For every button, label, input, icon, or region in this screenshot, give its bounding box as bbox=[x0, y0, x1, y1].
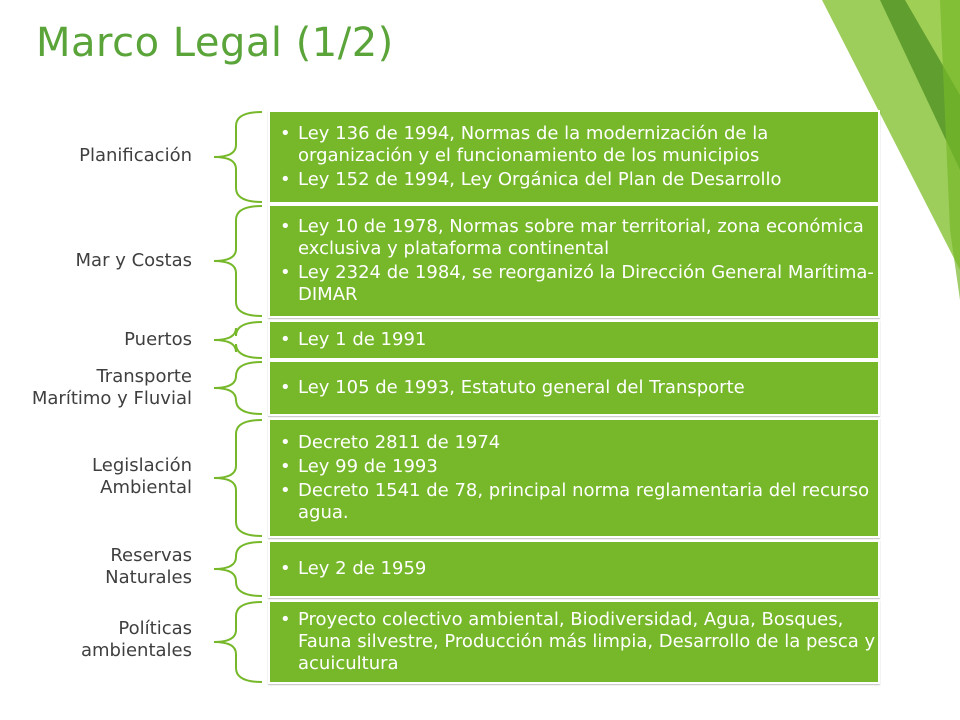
list-puertos bbox=[270, 327, 878, 353]
box-reservas-naturales bbox=[268, 540, 880, 598]
brace-connector bbox=[214, 602, 262, 682]
brace-connector bbox=[214, 420, 262, 536]
brace-connector bbox=[214, 322, 262, 358]
box-mar-y-costas bbox=[268, 204, 880, 318]
label-puertos: Puertos bbox=[124, 329, 192, 350]
brace-connector bbox=[214, 112, 262, 202]
box-politicas-ambientales bbox=[268, 600, 880, 684]
page-title: Marco Legal (1/2) bbox=[36, 20, 394, 66]
list-transporte bbox=[270, 375, 878, 401]
label-mar-y-costas: Mar y Costas bbox=[75, 250, 192, 271]
list-item: • Ley 152 de 1994, Ley Orgánica del Plan de Desarrollo bbox=[298, 169, 878, 191]
list-item: • Ley 2324 de 1984, se reorganizó la Dirección General Marítima- DIMAR bbox=[298, 262, 878, 306]
brace-connector bbox=[214, 206, 262, 316]
list-item: • Ley 2 de 1959 bbox=[298, 558, 878, 580]
label-reservas-naturales: Reservas Naturales bbox=[105, 545, 192, 588]
list-politicas-ambientales bbox=[270, 607, 878, 677]
label-legislacion-ambiental: Legislación Ambiental bbox=[92, 455, 192, 498]
list-item: • Ley 10 de 1978, Normas sobre mar territorial, zona económica exclusiva y plataforma continental bbox=[298, 216, 878, 260]
box-transporte bbox=[268, 360, 880, 416]
list-reservas-naturales bbox=[270, 556, 878, 582]
label-transporte: Transporte Marítimo y Fluvial bbox=[31, 366, 192, 409]
brace-connector bbox=[214, 542, 262, 596]
list-item: • Decreto 2811 de 1974 bbox=[298, 432, 878, 454]
list-planificacion bbox=[270, 121, 878, 193]
list-item: • Ley 105 de 1993, Estatuto general del Transporte bbox=[298, 377, 878, 399]
list-legislacion-ambiental bbox=[270, 430, 878, 526]
list-item: • Ley 99 de 1993 bbox=[298, 456, 878, 478]
box-legislacion-ambiental bbox=[268, 418, 880, 538]
label-politicas-ambientales: Políticas ambientales bbox=[80, 618, 192, 661]
box-planificacion bbox=[268, 110, 880, 204]
box-puertos bbox=[268, 320, 880, 360]
list-item: • Proyecto colectivo ambiental, Biodiversidad, Agua, Bosques, Fauna silvestre, Producción más limpia, Desarrollo de la pesca y acuicultura bbox=[298, 609, 878, 675]
list-mar-y-costas bbox=[270, 214, 878, 308]
brace-connector bbox=[214, 362, 262, 414]
list-item: • Ley 1 de 1991 bbox=[298, 329, 878, 351]
list-item: • Decreto 1541 de 78, principal norma reglamentaria del recurso agua. bbox=[298, 480, 878, 524]
label-planificacion: Planificación bbox=[79, 145, 192, 166]
list-item: • Ley 136 de 1994, Normas de la modernización de la organización y el funcionamiento de los municipios bbox=[298, 123, 878, 167]
